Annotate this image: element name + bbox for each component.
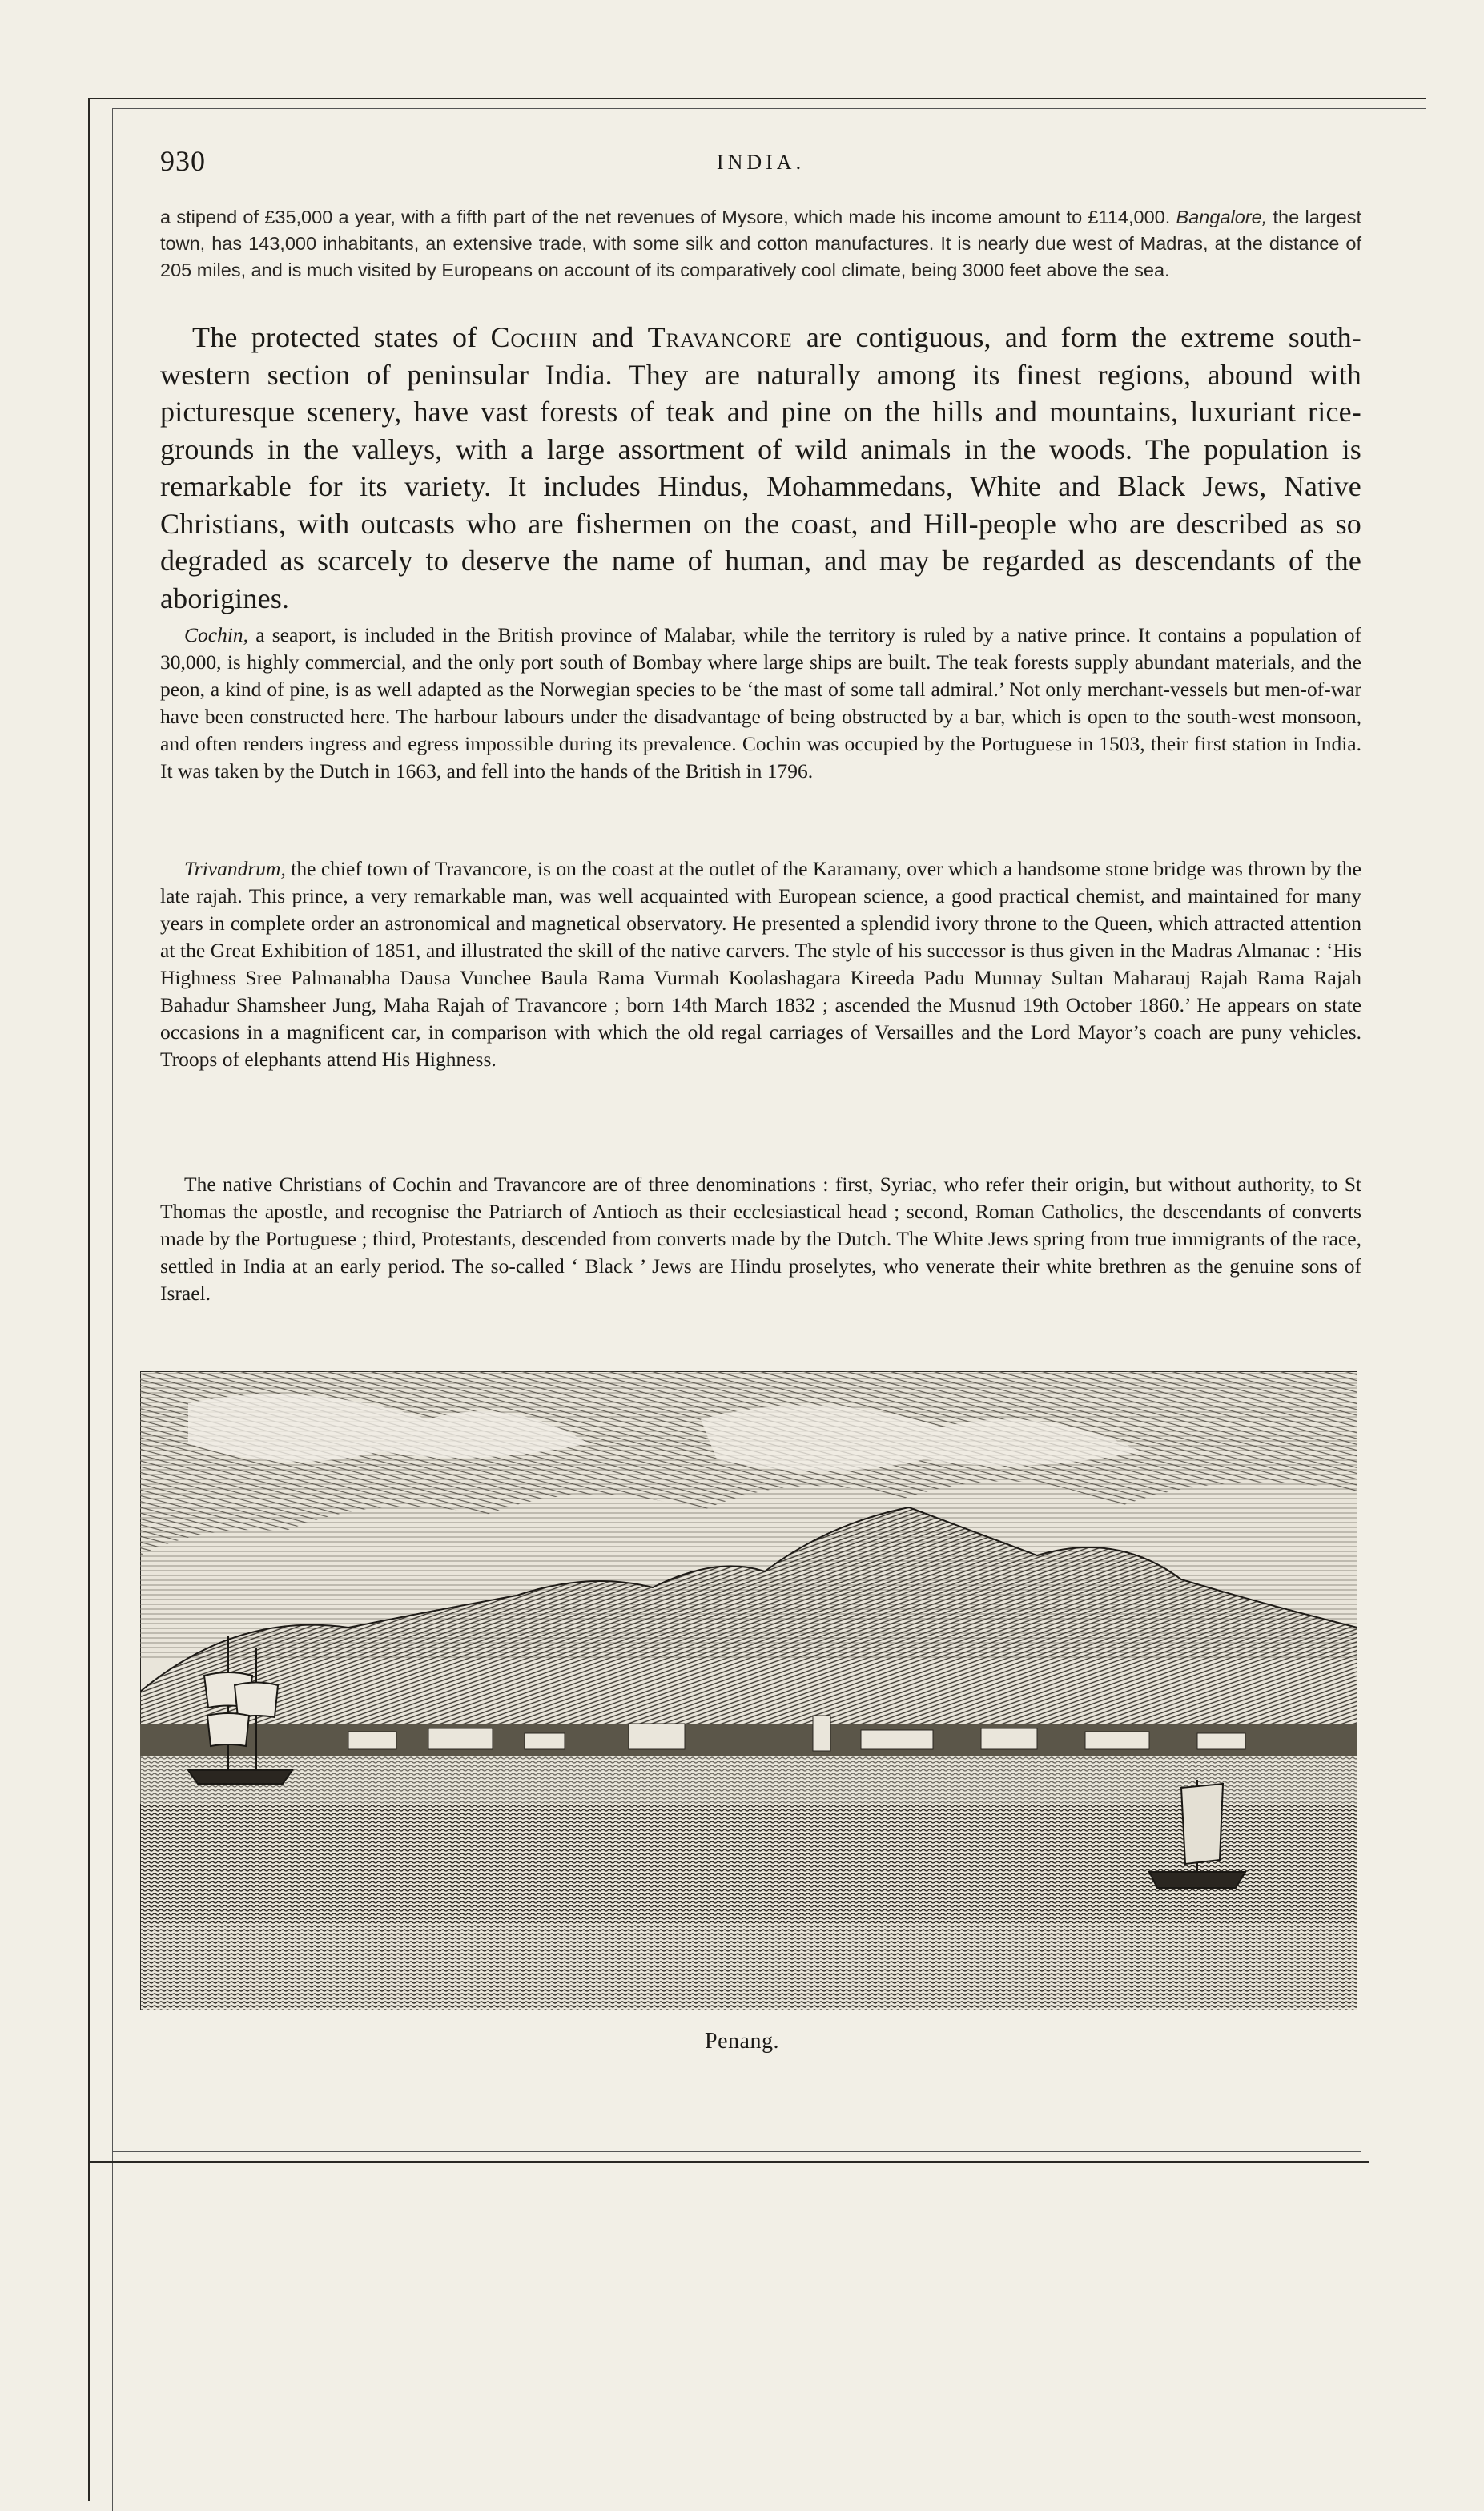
place-name-bangalore: Bangalore, <box>1176 207 1268 227</box>
lead-text-2: and <box>591 321 634 353</box>
frame-rule-outer-left <box>88 98 90 2501</box>
frame-rule-inner-bottom <box>112 2151 1361 2152</box>
page-number: 930 <box>160 145 206 177</box>
paragraph-text: a seaport, is included in the British province of Malabar, while the territory is ruled by a native prince. It contains a population of 30,000, is highly commercial, and the only port south of Bombay where large ships are built. The teak forests supply abundant materials, and the peon, a kind of pine, is as well adapted as the Norwegian species to be ‘the mast of some tall admiral.’ Not only merchant-vessels but men-of-war have been constructed here. The harbour labours under the disadvantage of being obstructed by a bar, which is open to the south-west monsoon, and often renders ingress and egress impossible during its prevalence. Cochin was occupied by the Portuguese in 1503, their first station in India. It was taken by the Dutch in 1663, and fell into the hands of the British in 1796. <box>160 623 1361 783</box>
state-name-cochin: Cochin <box>490 321 578 353</box>
running-head: INDIA. <box>716 151 806 174</box>
christians-paragraph <box>160 1171 1361 1307</box>
paragraph-text: a stipend of £35,000 a year, with a fifth part of the net revenues of Mysore, which made his income amount to £114,000. <box>160 207 1171 227</box>
bangalore-paragraph <box>160 204 1361 284</box>
penang-engraving <box>140 1371 1357 2010</box>
place-name-trivandrum: Trivandrum, <box>184 857 286 880</box>
frame-rule-inner-top <box>112 108 1426 109</box>
lead-paragraph <box>160 319 1361 617</box>
paragraph-text: the chief town of Travancore, is on the coast at the outlet of the Karamany, over which a handsome stone bridge was thrown by the late rajah. This prince, a very remarkable man, was well acquainted with European science, a good practical chemist, and maintained for many years in complete order an astronomical and magnetical observatory. He presented a splendid ivory throne to the Queen, which attracted attention at the Great Exhibition of 1851, and illustrated the skill of the native carvers. The style of his successor is thus given in the Madras Almanac : ‘His Highness Sree Palmanabha Dausa Vunchee Baula Rama Vurmah Koolashagara Kireeda Padu Munnay Sultan Maharauj Rajah Rama Rajah Bahadur Shamsheer Jung, Maha Rajah of Travancore ; born 14th March 1832 ; ascended the Musnud 19th October 1860.’ He appears on state occasions in a magnificent car, in comparison with which the old regal carriages of Versailles and the Lord Mayor’s coach are puny vehicles. Troops of elephants attend His Highness. <box>160 857 1361 1071</box>
trivandrum-paragraph <box>160 855 1361 1073</box>
lead-text-3: are contiguous, and form the extreme south-western section of peninsular India. They are naturally among its finest regions, abound with picturesque scenery, have vast forests of teak and pine on the hills and mountains, luxuriant rice-grounds in the valleys, with a large assortment of wild animals in the woods. The population is remarkable for its variety. It includes Hindus, Mohammedans, White and Black Jews, Native Christians, with outcasts who are fishermen on the coast, and Hill-people who are described as so degraded as scarcely to deserve the name of human, and may be regarded as descendants of the aborigines. <box>160 321 1361 614</box>
frame-rule-inner-left <box>112 108 113 2511</box>
page-header <box>160 144 1361 184</box>
paragraph-text: the largest town, has 143,000 inhabitants, an extensive trade, with some silk and cotton manufactures. It is nearly due west of Madras, at the distance of 205 miles, and is much visited by Europeans on account of its comparatively cool climate, being 3000 feet above the sea. <box>160 207 1362 280</box>
frame-rule-outer-bottom <box>88 2161 1369 2163</box>
illustration-caption: Penang. <box>705 2029 779 2054</box>
paragraph-text: The native Christians of Cochin and Travancore are of three denominations : first, Syriac, who refer their origin, but without authority, to St Thomas the apostle, and recognise the Patriarch of Antioch as their ecclesiastical head ; second, Roman Catholics, the descendants of converts made by the Portuguese ; third, Protestants, descended from converts made by the Dutch. The White Jews spring from true immigrants of the race, settled in India at an early period. The so-called ‘ Black ’ Jews are Hindu proselytes, who venerate their white brethren as the genuine sons of Israel. <box>160 1173 1361 1305</box>
place-name-cochin: Cochin, <box>184 623 249 646</box>
cochin-paragraph <box>160 622 1361 785</box>
state-name-travancore: Travancore <box>647 321 793 353</box>
lead-text-1: The protected states of <box>192 321 477 353</box>
frame-rule-outer-top <box>88 98 1426 99</box>
